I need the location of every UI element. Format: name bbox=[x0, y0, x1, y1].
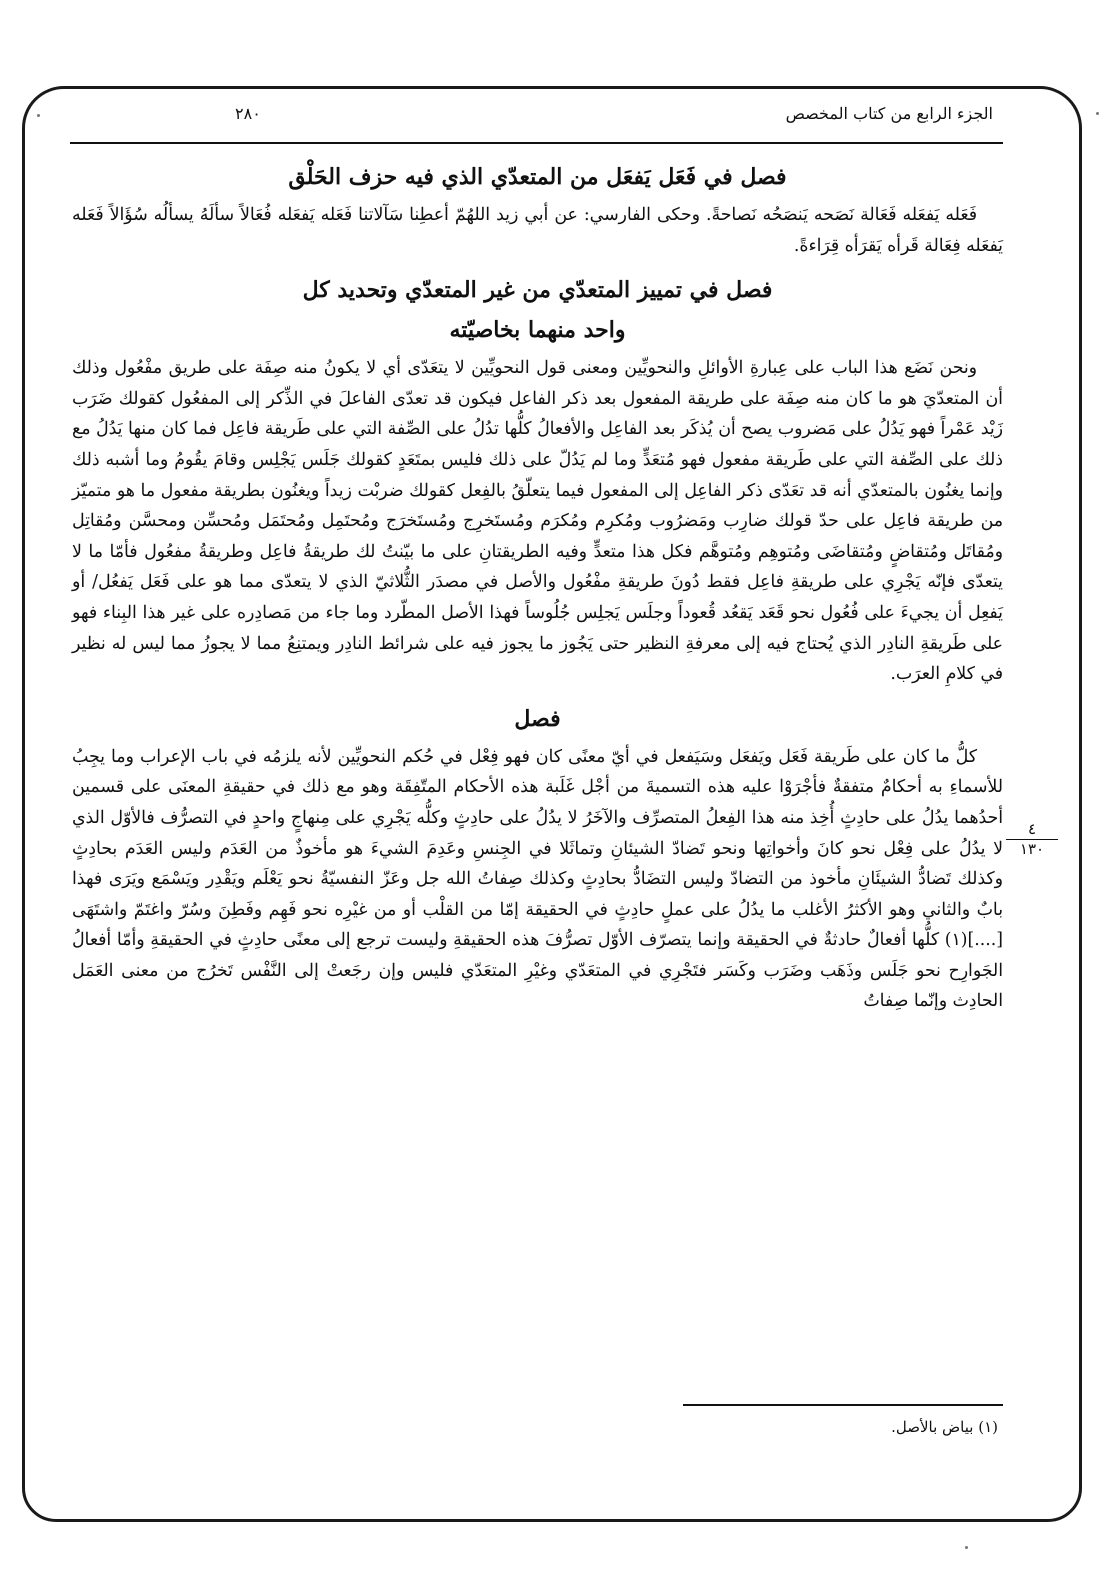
page-number: ٢٨٠ bbox=[235, 104, 261, 123]
footnote-divider bbox=[683, 1404, 1003, 1406]
margin-note-volume: ٤ bbox=[1006, 820, 1058, 840]
scan-speck bbox=[37, 114, 40, 117]
page-header bbox=[70, 96, 1003, 144]
section-title-1: فصل في فَعَل يَفعَل من المتعدّي الذي فيه حزف الحَلْق bbox=[288, 164, 787, 190]
page-content bbox=[72, 160, 1003, 1458]
section-body-2: ونحن نَضَع هذا الباب على عِبارةِ الأوائلِ والنحويِّين ومعنى قول النحويِّين لا يتعَدّى أي لا يكونُ منه صِفَة على طريق مفْعُول وذلك أن المتعدّيَ هو ما كان منه صِفَة على طريقة المفعول بعد ذكر الفاعل فيكون قد تعدّى الفاعلَ في الذِّكر إلى المفعُول كقولك ضَرَب زَيْد عَمْراً فهو يَدُلُ على مَضروب يصح أن يُذكَر بعد الفاعِل والأفعالُ كلُّها تدُلُ على الصِّفة التي على طَريقة فاعِل فما كان منها يَدُلُ مع ذلك على الصِّفة التي على طَريقة مفعول فهو مُتعَدٍّ وما لم يَدُلّ على ذلك فليس بمتَعَدٍ كقولك جَلَس يَجْلِس وقامَ يقُومُ وما أشبه ذلك وإنما يغنُون بالمتعدّي أنه قد تعَدّى ذكر الفاعِل إلى المفعول فيما يتعلّقُ بالفِعل كقولك ضربْت زيداً ويغنُون بطريقة مفعول ما هو متميّز من طريقة فاعِل على حدّ قولك ضارِب ومَضرُوب ومُكرِم ومُكرَم ومُستَخرِج ومُستَخرَج ومُحتَمِل ومُحتَمَل ومُحسِّن ومحسَّن ومُقاتِل ومُقاتَل ومُتقاضٍ ومُتقاضَى ومُتوهِم ومُتوهَّم فكل هذا متعدٍّ وفيه الطريقتانِ على ما بيّنتُ لك طريقةُ فاعِل وطريقةُ مفعُول فأمّا ما لا يتعدّى فإنّه يَجْرِي على طريقةِ فاعِل فقط دُونَ طريقةِ مفْعُول والأصل في مصدَر الثُّلاثيّ الذي لا يتعدّى مما هو على فَعَل يَفعُل/ أو يَفعِل أن يجيءَ على فُعُول نحو قَعَد يَقعُد قُعوداً وجلَس يَجلِس جُلُوساً فهذا الأصل المطّرد وما جاء من مَصادِره على غير هذا البِناء فهو على طَريقةِ النادِر الذي يُحتاج فيه إلى معرفةِ النظير حتى يَجُوز ما يجوز فيه على شرائط النادِر ويمتنِعُ مما لا يجوزُ مما ليس له نظير في كلامِ العرَب. bbox=[72, 358, 1003, 685]
section-title-2-line-2: واحد منهما بخاصيّته bbox=[449, 317, 626, 344]
section-body-1: فَعَله يَفعَله فَعَالة نَصَحه يَنصَحُه نَصاحةً. وحكى الفارسي: عن أبي زيد اللهُمّ أعطِنا سَآلاتنا فَعَله يَفعَله فُعَالاً سألَهُ يسألُه سُؤَالاً فَعَله يَفعَله فِعَالة قَرأه يَقرَأه قِرَاءةً. bbox=[72, 205, 1003, 256]
margin-folio-note bbox=[1006, 820, 1058, 858]
scan-speck bbox=[965, 1546, 968, 1549]
margin-note-page: ١٣٠ bbox=[1019, 840, 1045, 858]
footnote: (١) بياض بالأصل. bbox=[891, 1418, 998, 1436]
running-title: الجزء الرابع من كتاب المخصص bbox=[785, 104, 993, 123]
section-title-2-line-1: فصل في تمييز المتعدّي من غير المتعدّي وتحديد كل bbox=[302, 277, 773, 304]
scan-speck bbox=[1096, 112, 1099, 115]
section-body-3: كلُّ ما كان على طَريقة فَعَل ويَفعَل وسَيَفعل في أيّ معنًى كان فهو فِعْل في حُكم النحويِّين لأنه يلزمُه في باب الإعراب وما يجِبُ للأسماءِ به أحكامٌ متفقةٌ فأجْرَوْا عليه هذه التسميةَ من أجْل غَلَبة هذه الأحكام المتّفِقَة وهو مع ذلك في حقيقةِ المعنَى على قسمين أحدُهما يدُلُ على حادِثٍ أُخِذ منه هذا الفِعلُ المتصرِّف والآخَرُ لا يدُلُ على حادِثٍ وكلُّه يَجْرِي على مِنهاجٍ واحدٍ في التصرُّف فالأوّل الذي لا يدُلُ على فِعْل نحو كانَ وأخواتِها ونحو تَضادّ الشيئانِ وتماثَلا في الجِنسِ وعَدِمَ الشيءَ هو مأخوذٌ من العَدَم وليس العَدَم بحادِثٍ وكذلك تَضادُّ الشيئَانِ مأخوذ من التضادّ وليس التضَادُّ بحادِثٍ وكذلك صِفاتُ الله جل وعَزّ النفسيّةُ نحو يَعْلَم ويَقْدِر ويَسْمَع ويَرَى فهذا بابٌ والثاني وهو الأكثرُ الأغلب ما يدُلُ على عملٍ حادِثٍ في الحقيقة إمّا من القلْب أو من غيْرِه نحو فَهِم وفَطِنَ وسُرّ واغتَمّ واشتَهَى [....](١) كلُّها أفعالٌ حادثةٌ في الحقيقة وإنما يتصرّف الأوّل تصرُّفَ هذه الحقيقةِ وليست ترجع إلى معنًى حادِثٍ في الحقيقةِ وأمّا أفعالُ الجَوارِح نحو جَلَس وذَهَب وضَرَب وكَسَر فتَجْرِي في المتعَدّي وغيْرِ المتعَدّي فليس وإن رجَعتْ إلى النَّفْس تَخرُج من معنى العَمَل الحادِث وإنّما صِفاتُ bbox=[72, 746, 1003, 1012]
section-title-3: فصل bbox=[514, 705, 561, 732]
